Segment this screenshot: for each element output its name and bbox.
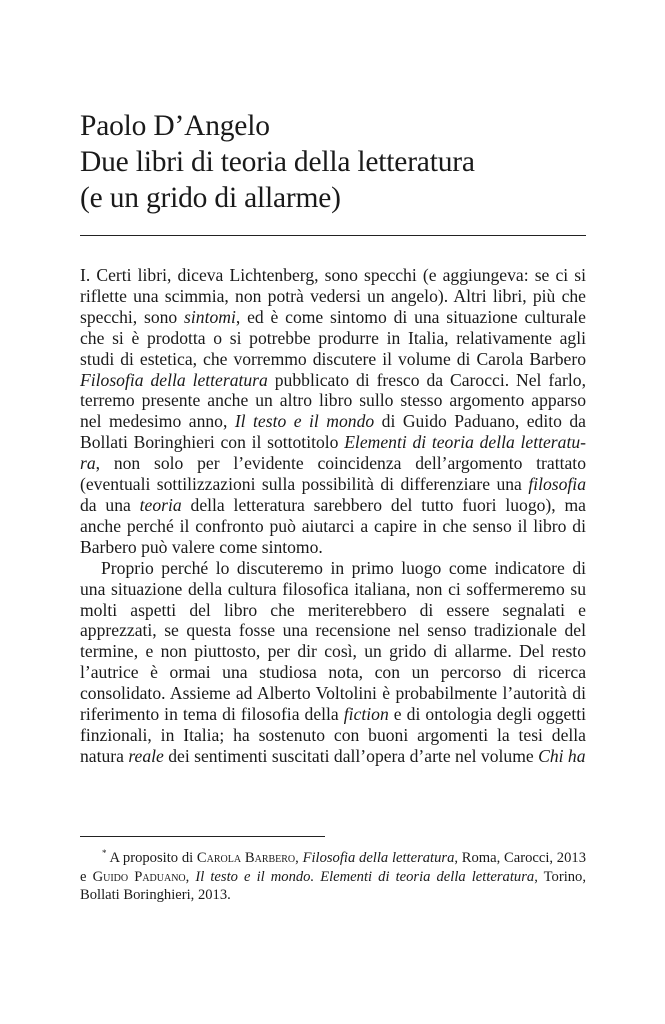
footnote-author-2 bbox=[93, 869, 186, 885]
author-initial: G bbox=[92, 868, 104, 885]
author-smallcaps: aduano bbox=[142, 868, 186, 885]
footnote bbox=[80, 849, 586, 905]
text-run: di Guido Paduano, edito da Bollati Boringhieri con il sottotitolo bbox=[80, 411, 586, 453]
title-text-1: Due libri di teoria della letteratura bbox=[80, 146, 475, 178]
footnote-text: , bbox=[185, 868, 196, 885]
text-run: Proprio perché lo discuteremo in primo luogo come indicatore di una situazione della cultura filosofica italiana, non ci soffermeremo su molti aspetti del libro che meriterebbero di essere segnalati e apprezzati, se questa fosse una recensione nel senso tradizionale del termine, e non piuttosto, per dir così, un grido di allarme. Del resto l’autrice è ormai una studiosa nota, con un percorso di ricerca consolidato. Assieme ad Alberto Voltolini è probabilmente l’autorità di riferimento in tema di filosofia della bbox=[80, 557, 586, 725]
author-smallcaps: uido bbox=[103, 868, 135, 885]
paragraph-1 bbox=[80, 265, 586, 558]
text-run: , non solo per l’evidente coincidenza dell’argomento trattato (eventuali sottilizzazioni sulla possibilità di differenziare una bbox=[80, 453, 586, 495]
footnote-mark: * bbox=[102, 848, 107, 858]
footnote-text: , Roma, Carocci, 2013 e bbox=[80, 850, 586, 885]
footnote-text: , bbox=[295, 850, 303, 866]
text-run: e di ontologia degli oggetti finzionali, in Italia; ha sostenuto con buoni argomenti la tesi della natura bbox=[80, 704, 586, 766]
text-run: dei sentimenti suscitati dall’opera d’arte nel volume bbox=[163, 745, 539, 766]
footnote-book-title-2: Il testo e il mondo. Elementi di teoria della letteratura bbox=[195, 868, 535, 885]
footnote-text: , Torino, Bollati Boringhieri, 2013. bbox=[80, 868, 586, 904]
footnote-book-title-1: Filosofia della letteratura bbox=[302, 850, 455, 866]
italic-run: fiction bbox=[343, 704, 389, 725]
text-run: della letteratura sarebbero del tutto fuori luogo), ma anche perché il confronto può aiutarci a capire in che senso il libro di Barbero può valere come sintomo. bbox=[80, 494, 586, 557]
italic-run: Filosofia della letteratura bbox=[80, 369, 268, 390]
text-run: pubblicato di fresco da Carocci. Nel farlo, terremo presente anche un altro libro sullo stesso argomento apparso nel medesimo anno, bbox=[80, 369, 586, 432]
article-title-line-1 bbox=[80, 144, 586, 180]
italic-run: Chi ha bbox=[538, 745, 586, 766]
author-initial: C bbox=[196, 850, 207, 866]
footnote-author-1 bbox=[197, 850, 295, 866]
author-smallcaps: arola bbox=[206, 850, 245, 866]
article-header bbox=[80, 108, 586, 216]
italic-run: sintomi bbox=[184, 306, 236, 327]
italic-run: Elementi di teoria della letteratura bbox=[80, 432, 586, 474]
italic-run: Il testo e il mondo bbox=[234, 411, 375, 432]
author-name: Paolo D’Angelo bbox=[80, 110, 270, 142]
title-divider bbox=[80, 235, 586, 236]
title-text-2: (e un grido di allarme) bbox=[80, 182, 341, 214]
author-smallcaps: arbero bbox=[254, 850, 296, 866]
italic-run: teoria bbox=[139, 494, 182, 515]
author-initial: P bbox=[134, 868, 143, 885]
italic-run: reale bbox=[128, 745, 164, 766]
article-body bbox=[80, 265, 586, 767]
footnote-text: A proposito di bbox=[106, 850, 197, 866]
text-run: I. Certi libri, diceva Lichtenberg, sono specchi (e aggiungeva: se ci si riflette una scimmia, non potrà vedersi un angelo). Altri libri, più che specchi, sono bbox=[80, 265, 586, 327]
paragraph-2 bbox=[80, 558, 586, 767]
article-title-line-2 bbox=[80, 180, 586, 216]
footnote-divider bbox=[80, 836, 325, 837]
author-initial: B bbox=[244, 850, 255, 866]
italic-run: filosofia bbox=[528, 474, 586, 495]
text-run: , ed è come sintomo di una situazione culturale che si è prodotta o si potrebbe produrre in Italia, relativamente agli studi di estetica, che vorremmo discutere il volume di Carola Barbero bbox=[80, 306, 586, 369]
text-run: da una bbox=[80, 494, 140, 515]
